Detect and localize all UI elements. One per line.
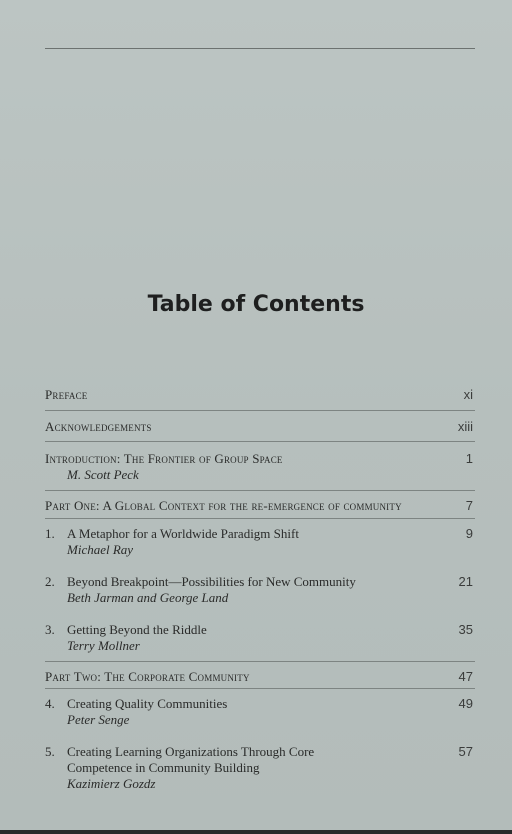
- toc-author: Terry Mollner: [67, 638, 140, 653]
- toc-page-number: 7: [465, 498, 473, 513]
- toc-page-number: 49: [458, 696, 473, 711]
- toc-chapter-title: Beyond Breakpoint—Possibilities for New Community: [67, 574, 356, 589]
- toc-author: M. Scott Peck: [67, 467, 139, 482]
- toc-page-number: 21: [458, 574, 473, 589]
- toc-chapter-number: 2.: [45, 574, 55, 589]
- toc-page-number: 35: [458, 622, 473, 637]
- toc-section-label: Part One: A Global Context for the re-emergence of community: [45, 498, 402, 513]
- toc-chapter-title: Creating Quality Communities: [67, 696, 228, 711]
- toc-section-label: Preface: [45, 387, 88, 402]
- toc-page-number: 1: [465, 451, 473, 466]
- scan-edge: [0, 830, 512, 834]
- toc-page-number: 47: [458, 669, 473, 684]
- toc-page-number: xiii: [457, 419, 473, 434]
- toc-divider: [45, 518, 475, 519]
- toc-divider: [45, 441, 475, 442]
- toc-chapter-title: Getting Beyond the Riddle: [67, 622, 207, 637]
- toc-chapter-number: 5.: [45, 744, 55, 759]
- toc-chapter-title-line-1: Creating Learning Organizations Through Core: [67, 744, 315, 759]
- toc-author: Beth Jarman and George Land: [67, 590, 229, 605]
- toc-divider: [45, 661, 475, 662]
- toc-chapter-title-line-2: Competence in Community Building: [67, 760, 260, 775]
- toc-chapter-number: 1.: [45, 526, 55, 541]
- toc-page-number: 57: [458, 744, 473, 759]
- toc-author: Peter Senge: [67, 712, 130, 727]
- toc-page-number: xi: [463, 387, 473, 402]
- toc-chapter-number: 3.: [45, 622, 55, 637]
- toc-divider: [45, 490, 475, 491]
- toc-section-label: Introduction: The Frontier of Group Space: [45, 451, 283, 466]
- toc-author: Michael Ray: [67, 542, 134, 557]
- toc-divider: [45, 410, 475, 411]
- header-rule: [45, 48, 475, 49]
- toc-divider: [45, 688, 475, 689]
- toc-chapter-number: 4.: [45, 696, 55, 711]
- toc-page-number: 9: [465, 526, 473, 541]
- toc-section-label: Part Two: The Corporate Community: [45, 669, 250, 684]
- page-title: Table of Contents: [147, 292, 365, 317]
- toc-section-label: Acknowledgements: [45, 419, 152, 434]
- toc-author: Kazimierz Gozdz: [67, 776, 156, 791]
- toc-chapter-title: A Metaphor for a Worldwide Paradigm Shift: [67, 526, 299, 541]
